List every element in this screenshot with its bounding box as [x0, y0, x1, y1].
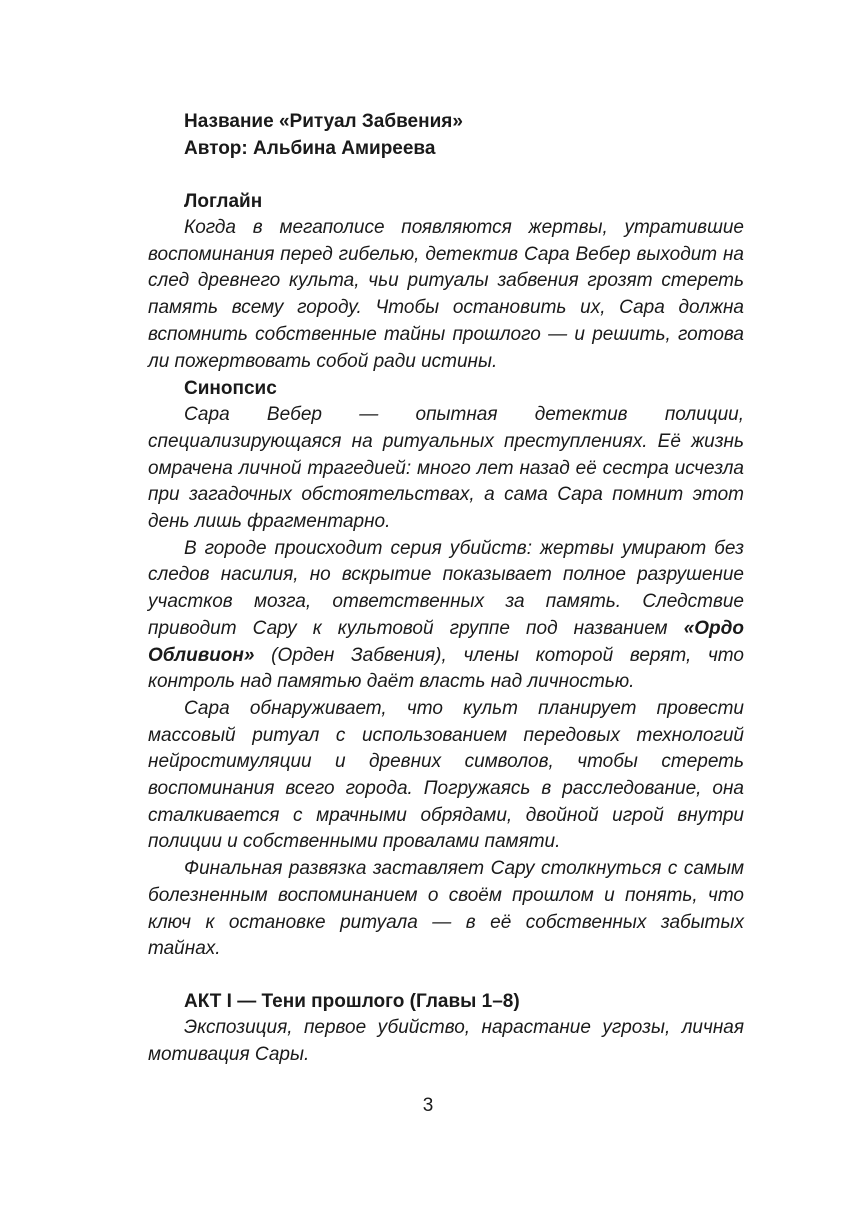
- synopsis-paragraph-1: Сара Вебер — опытная детектив полиции, специализирующаяся на ритуальных преступлениях. Её жизнь омрачена личной трагедией: много лет назад её сестра исчезла при загадочных обстоятельствах, а сама Сара помнит этот день лишь фрагментарно.: [148, 404, 744, 533]
- spacer: [148, 162, 744, 188]
- work-title: Название «Ритуал Забвения»: [184, 111, 463, 132]
- logline-text: Когда в мегаполисе появляются жертвы, утратившие воспоминания перед гибелью, детектив Сара Вебер выходит на след древнего культа, чьи ритуалы забвения грозят стереть память всему городу. Чтобы остановить их, Сара должна вспомнить собственные тайны прошлого — и решить, готова ли пожертвовать собой ради истины.: [148, 217, 744, 372]
- synopsis-heading: Синопсис: [184, 378, 277, 400]
- synopsis-paragraph-2: [148, 536, 744, 696]
- synopsis-paragraph-4: Финальная развязка заставляет Сару столкнуться с самым болезненным воспоминанием о своём прошлом и понять, что ключ к остановке ритуала — в её собственных забытых тайнах.: [148, 858, 744, 960]
- page-content: [148, 108, 744, 1068]
- synopsis-p2-text: В городе происходит серия убийств: жертвы умирают без следов насилия, но вскрытие показывает полное разрушение участков мозга, ответственных за память. Следствие приводит Сару к культовой группе под названием: [148, 537, 744, 639]
- act1-text: Экспозиция, первое убийство, нарастание угрозы, личная мотивация Сары.: [148, 1016, 744, 1065]
- author-line: Автор: Альбина Амиреева: [184, 138, 436, 159]
- synopsis-paragraph-3: Сара обнаруживает, что культ планирует провести массовый ритуал с использованием передовых технологий нейростимуляции и древних символов, чтобы стереть воспоминания всего города. Погружаясь в расследование, она сталкивается с мрачными обрядами, двойной игрой внутри полиции и собственными провалами памяти.: [148, 697, 744, 853]
- page-number: 3: [422, 1095, 434, 1116]
- synopsis-p2-text-end: (Орден Забвения), члены которой верят, что контроль над памятью даёт власть над личностью.: [148, 644, 744, 693]
- act1-heading: АКТ I — Тени прошлого (Главы 1–8): [184, 990, 520, 1012]
- spacer: [148, 963, 744, 988]
- logline-heading: Логлайн: [184, 191, 263, 212]
- cult-name: «Ордо Обливион»: [148, 617, 744, 666]
